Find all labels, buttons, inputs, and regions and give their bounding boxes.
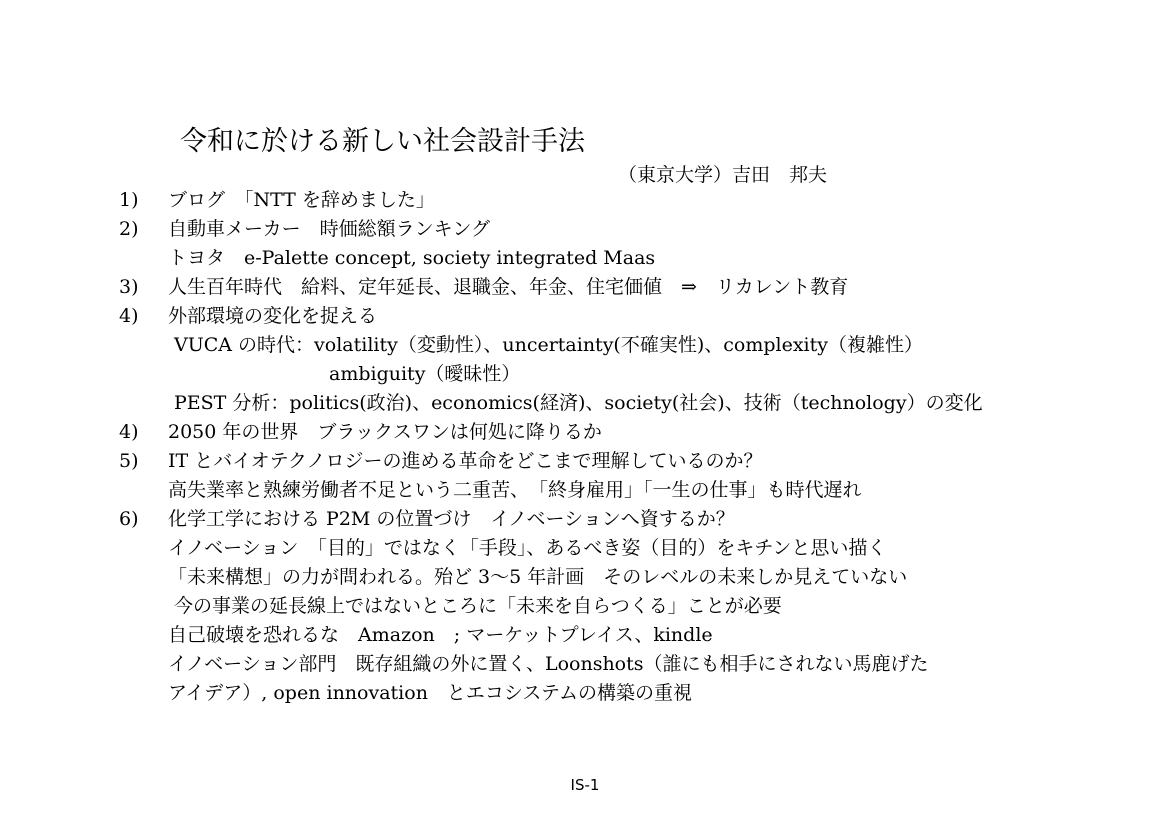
item-text: ambiguity（曖昧性） xyxy=(329,363,521,385)
item-text: アイデア）, open innovation とエコシステムの構築の重視 xyxy=(168,682,693,704)
item-text: 化学工学における P2M の位置づけ イノベーションへ資するか？ xyxy=(168,508,735,530)
item-number: 2) xyxy=(119,218,139,240)
item-number: 4) xyxy=(119,305,139,327)
item-text: 高失業率と熟練労働者不足という二重苦、 「終身雇用」「一生の仕事」も時代遅れ xyxy=(168,479,862,501)
author-affiliation: （東京大学）吉田 邦夫 xyxy=(618,164,828,186)
item-text: イノベーション 「目的」ではなく「手段」、あるべき姿（目的）をキチンと思い描く xyxy=(168,537,887,559)
item-text: 人生百年時代 給料、定年延長、退職金、年金、住宅価値 ⇒ リカレント教育 xyxy=(168,276,849,298)
item-number: 4) xyxy=(119,421,139,443)
item-text: 「未来構想」の力が問われる。殆ど 3～5 年計画 そのレベルの未来しか見えていない xyxy=(168,566,908,588)
item-number: 3) xyxy=(119,276,139,298)
item-text: IT とバイオテクノロジーの進める革命をどこまで理解しているのか？ xyxy=(168,450,763,472)
item-number: 6) xyxy=(119,508,139,530)
item-number: 1) xyxy=(119,189,139,211)
item-text: 今の事業の延長線上ではないところに「未来を自らつくる」ことが必要 xyxy=(174,595,782,617)
item-text: VUCA の時代：volatility（変動性）、uncertainty(不確実性)、complexity（複雑性） xyxy=(174,334,923,356)
item-text: 外部環境の変化を捉える xyxy=(168,305,378,327)
item-text: 自己破壊を恐れるな Amazon ; マーケットプレイス、kindle xyxy=(168,624,713,646)
item-text: PEST 分析：politics(政治)、economics(経済)、society(社会)、技術（technology）の変化 xyxy=(174,392,983,414)
item-number: 5) xyxy=(119,450,139,472)
item-text: イノベーション部門 既存組織の外に置く、Loonshots（誰にも相手にされない馬鹿げた xyxy=(168,653,929,675)
page-number: IS-1 xyxy=(570,776,600,794)
item-text: トヨタ e-Palette concept, society integrated Maas xyxy=(168,247,656,269)
item-text: ブログ 「NTT を辞めました」 xyxy=(168,189,435,211)
document-title: 令和に於ける新しい社会設計手法 xyxy=(180,126,585,157)
item-text: 自動車メーカー 時価総額ランキング xyxy=(168,218,491,240)
item-text: 2050 年の世界 ブラックスワンは何処に降りるか xyxy=(168,421,602,443)
